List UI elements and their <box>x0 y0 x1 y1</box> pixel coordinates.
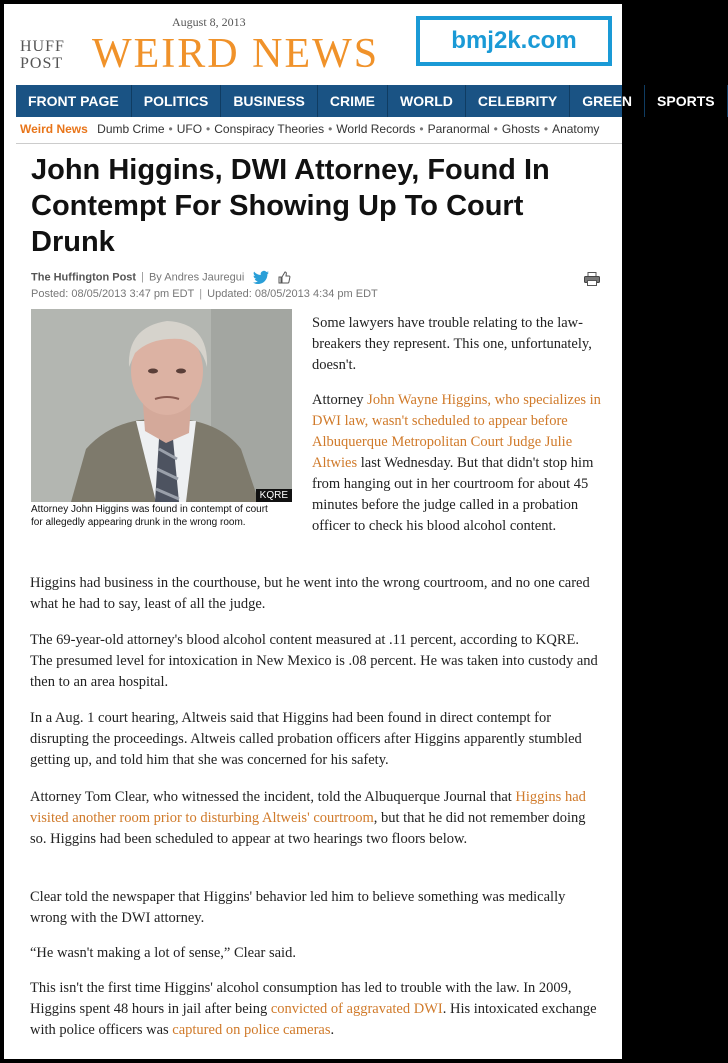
logo-line-1: HUFF <box>20 38 65 55</box>
aggravated-dwi-link[interactable]: convicted of aggravated DWI <box>270 1001 443 1017</box>
post-dates <box>31 288 378 300</box>
huffpost-logo[interactable] <box>20 38 65 72</box>
sub-nav <box>20 122 622 136</box>
nav-crime[interactable]: CRIME <box>318 85 388 117</box>
main-nav <box>16 85 715 117</box>
logo-line-2: POST <box>20 55 64 72</box>
nav-business[interactable]: BUSINESS <box>221 85 318 117</box>
article-intro-column <box>312 313 602 551</box>
section-title[interactable]: WEIRD NEWS <box>92 31 380 77</box>
subnav-paranormal[interactable]: Paranormal <box>427 122 490 136</box>
nav-world[interactable]: WORLD <box>388 85 466 117</box>
subnav-anatomy[interactable]: Anatomy <box>552 122 600 136</box>
subnav-ufo[interactable]: UFO <box>176 122 203 136</box>
paragraph-4: The 69-year-old attorney's blood alcohol content measured at .11 percent, according to KQRE. The presumed level for intoxication in New Mexico is .08 percent. He was taken into custody and then to an area hospital. <box>30 632 598 690</box>
text-run: last Wednesday. But that didn't stop him from hanging out in her courtroom for about 45 minutes before the judge called in a probation officer to check his blood alcohol content. <box>312 455 594 534</box>
updated-time: Updated: 08/05/2013 4:34 pm EDT <box>207 288 378 300</box>
photo-credit-tag: KQRE <box>256 489 292 502</box>
article-headline: John Higgins, DWI Attorney, Found In Contempt For Showing Up To Court Drunk <box>31 154 550 258</box>
byline-source[interactable]: The Huffington Post <box>31 271 137 284</box>
paragraph-2 <box>312 390 602 537</box>
nav-celebrity[interactable]: CELEBRITY <box>466 85 570 117</box>
nav-sports[interactable]: SPORTS <box>645 85 728 117</box>
paragraph-5: In a Aug. 1 court hearing, Altweis said that Higgins had been found in direct contempt for disrupting the proceedings. Altweis called probation officers after Higgins apparently stumbled getting up, and told him that she was concerned for his safety. <box>30 710 582 768</box>
paragraph-6 <box>30 787 602 850</box>
like-icon[interactable] <box>278 271 290 284</box>
subnav-dumb-crime[interactable]: Dumb Crime <box>97 122 165 136</box>
twitter-icon[interactable] <box>253 271 269 284</box>
text-run: Attorney Tom Clear, who witnessed the incident, told the Albuquerque Journal that <box>30 789 516 805</box>
nav-green[interactable]: GREEN <box>570 85 645 117</box>
text-run: This isn't the first time Higgins' alcohol consumption has led to trouble with the law. In 2009, Higgins spent 48 hours in jail after being <box>30 980 572 1017</box>
separator: • <box>543 122 549 136</box>
text-run: , but that he did not remember doing so. Higgins had been scheduled to appear at two hearings two floors below. <box>30 810 586 847</box>
separator: • <box>206 122 211 136</box>
paragraph-9 <box>30 978 602 1041</box>
nav-front-page[interactable]: FRONT PAGE <box>16 85 132 117</box>
nav-politics[interactable]: POLITICS <box>132 85 222 117</box>
byline <box>31 271 290 284</box>
print-icon[interactable] <box>584 272 600 286</box>
text-run: . <box>330 1022 335 1038</box>
subnav-conspiracy[interactable]: Conspiracy Theories <box>214 122 325 136</box>
separator: • <box>419 122 424 136</box>
subnav-ghosts[interactable]: Ghosts <box>501 122 540 136</box>
paragraph-7: Clear told the newspaper that Higgins' behavior led him to believe something was medically wrong with the DWI attorney. <box>30 889 566 926</box>
separator: | <box>141 271 144 284</box>
separator: • <box>328 122 333 136</box>
byline-author[interactable]: By Andres Jauregui <box>148 271 245 284</box>
page <box>4 4 715 1059</box>
police-cameras-link[interactable]: captured on police cameras <box>172 1022 331 1038</box>
subnav-world-records[interactable]: World Records <box>336 122 416 136</box>
higgins-link[interactable]: John Wayne Higgins, who specializes in DWI law, wasn't scheduled to appear before Albuquerque Metropolitan Court Judge Julie Altwies <box>312 392 601 471</box>
divider <box>16 143 622 144</box>
separator: • <box>493 122 498 136</box>
issue-date: August 8, 2013 <box>172 15 246 29</box>
subnav-weird-news[interactable]: Weird News <box>20 122 88 136</box>
paragraph-1: Some lawyers have trouble relating to the law-breakers they represent. This one, unfortunately, doesn't. <box>312 315 592 373</box>
photo-caption: Attorney John Higgins was found in contempt of court for allegedly appearing drunk in the wrong room. <box>31 504 268 528</box>
posted-time: Posted: 08/05/2013 3:47 pm EDT <box>31 288 195 300</box>
watermark: bmj2k.com <box>416 16 612 66</box>
article-photo[interactable] <box>31 309 292 502</box>
paragraph-3: Higgins had business in the courthouse, but he went into the wrong courtroom, and no one cared what he had to say, least of all the judge. <box>30 575 590 612</box>
another-room-link[interactable]: Higgins had visited another room prior to disturbing Altweis' courtroom <box>30 789 586 826</box>
text-run: . His intoxicated exchange with police officers was <box>30 1001 597 1038</box>
text-run: Attorney <box>312 392 368 408</box>
paragraph-8: “He wasn't making a lot of sense,” Clear said. <box>30 945 296 961</box>
separator: | <box>199 288 203 300</box>
attorney-portrait <box>31 309 292 502</box>
separator: • <box>168 122 173 136</box>
